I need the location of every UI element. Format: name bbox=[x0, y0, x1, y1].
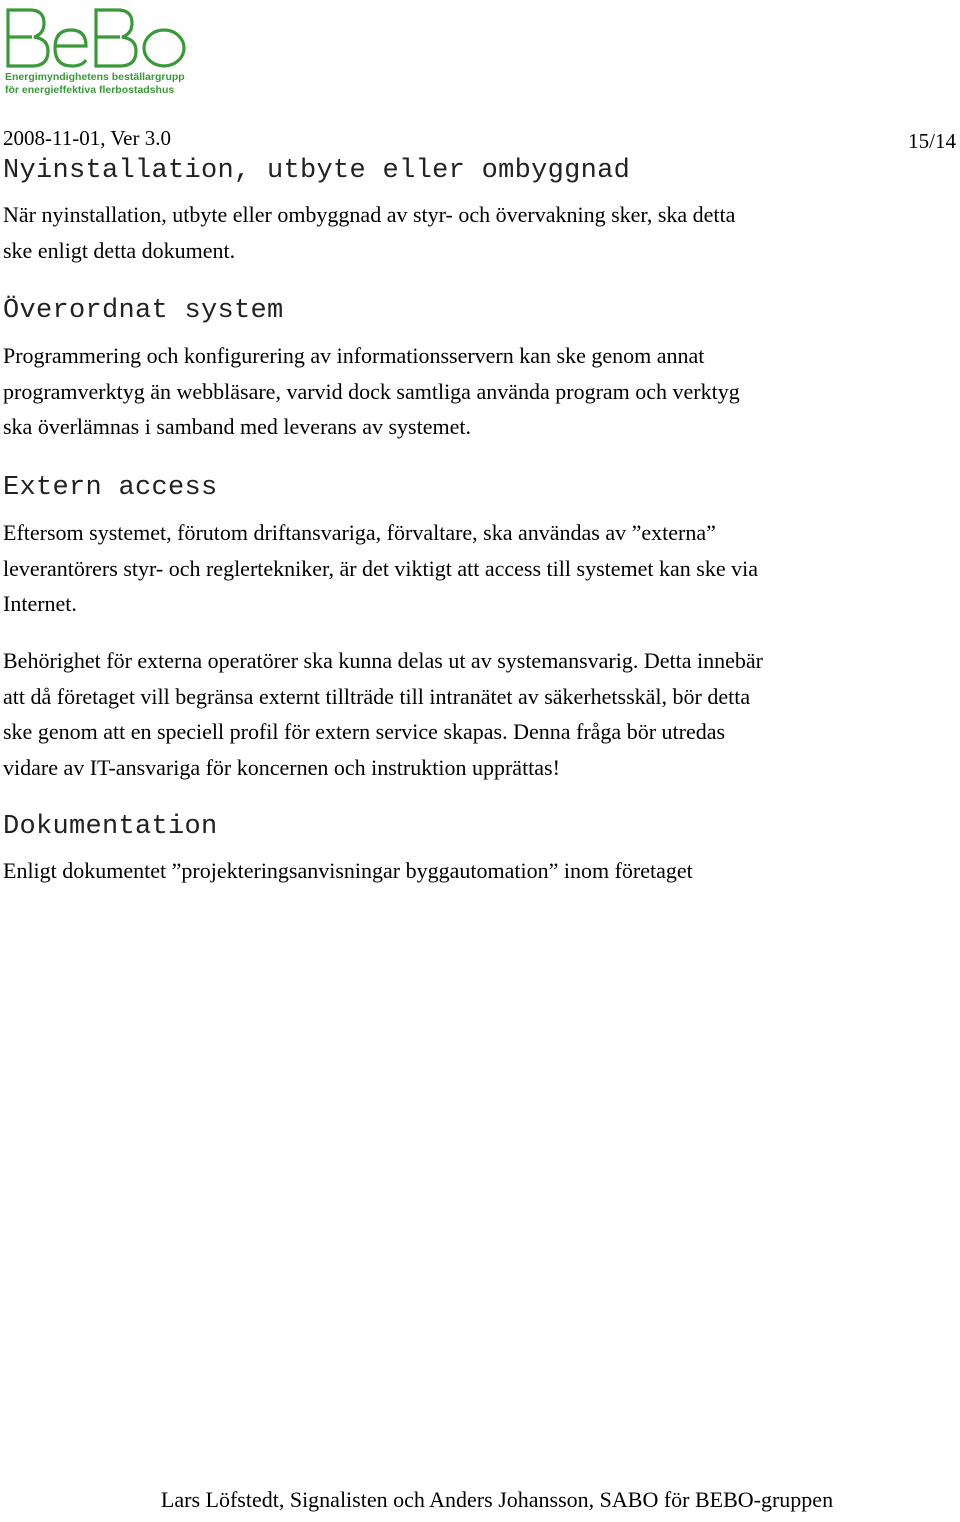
text-line: När nyinstallation, utbyte eller ombyggnad av styr- och övervakning sker, ska detta bbox=[3, 202, 736, 227]
heading-extern-access: Extern access bbox=[3, 473, 218, 503]
bebo-logo bbox=[2, 2, 197, 96]
text-line: Behörighet för externa operatörer ska kunna delas ut av systemansvarig. Detta innebär bbox=[3, 648, 763, 673]
text-line: Programmering och konfigurering av informationsservern kan ske genom annat bbox=[3, 343, 705, 368]
logo-line2: för energieffektiva flerbostadshus bbox=[5, 84, 175, 96]
paragraph-dokumentation bbox=[3, 853, 943, 889]
paragraph-extern-access-2 bbox=[3, 643, 943, 785]
logo-line1: Energimyndighetens beställargrupp bbox=[5, 71, 185, 83]
paragraph-overordnat-system bbox=[3, 338, 943, 445]
text-line: ske enligt detta dokument. bbox=[3, 237, 236, 263]
text-line: ske genom att en speciell profil för extern service skapas. Denna fråga bör utredas bbox=[3, 719, 726, 744]
text-line: Eftersom systemet, förutom driftansvariga, förvaltare, ska användas av ”externa” bbox=[3, 520, 716, 545]
text-line: programverktyg än webbläsare, varvid dock samtliga använda program och verktyg bbox=[3, 378, 740, 404]
header-date-version: 2008-11-01, Ver 3.0 bbox=[3, 126, 171, 150]
text-line: ska överlämnas i samband med leverans av systemet. bbox=[3, 414, 471, 439]
text-line: Internet. bbox=[3, 591, 77, 616]
heading-dokumentation: Dokumentation bbox=[3, 812, 218, 842]
footer-text: Lars Löfstedt, Signalisten och Anders Johansson, SABO för BEBO-gruppen bbox=[160, 1487, 834, 1512]
page-footer bbox=[0, 1487, 960, 1513]
page-number: 15/14 bbox=[908, 129, 956, 153]
paragraph-extern-access-1 bbox=[3, 515, 943, 622]
text-line: leverantörers styr- och reglertekniker, är det viktigt att access till systemet kan ske via bbox=[3, 555, 758, 581]
text-line: att då företaget vill begränsa externt tillträde till intranätet av säkerhetsskäl, bör detta bbox=[3, 683, 751, 709]
text-line: Enligt dokumentet ”projekteringsanvisningar byggautomation” inom företaget bbox=[3, 858, 693, 883]
text-line: vidare av IT-ansvariga för koncernen och instruktion upprättas! bbox=[3, 754, 560, 780]
paragraph-nyinstallation bbox=[3, 197, 943, 268]
heading-nyinstallation: Nyinstallation, utbyte eller ombyggnad bbox=[3, 156, 631, 186]
heading-overordnat-system: Överordnat system bbox=[3, 296, 284, 326]
